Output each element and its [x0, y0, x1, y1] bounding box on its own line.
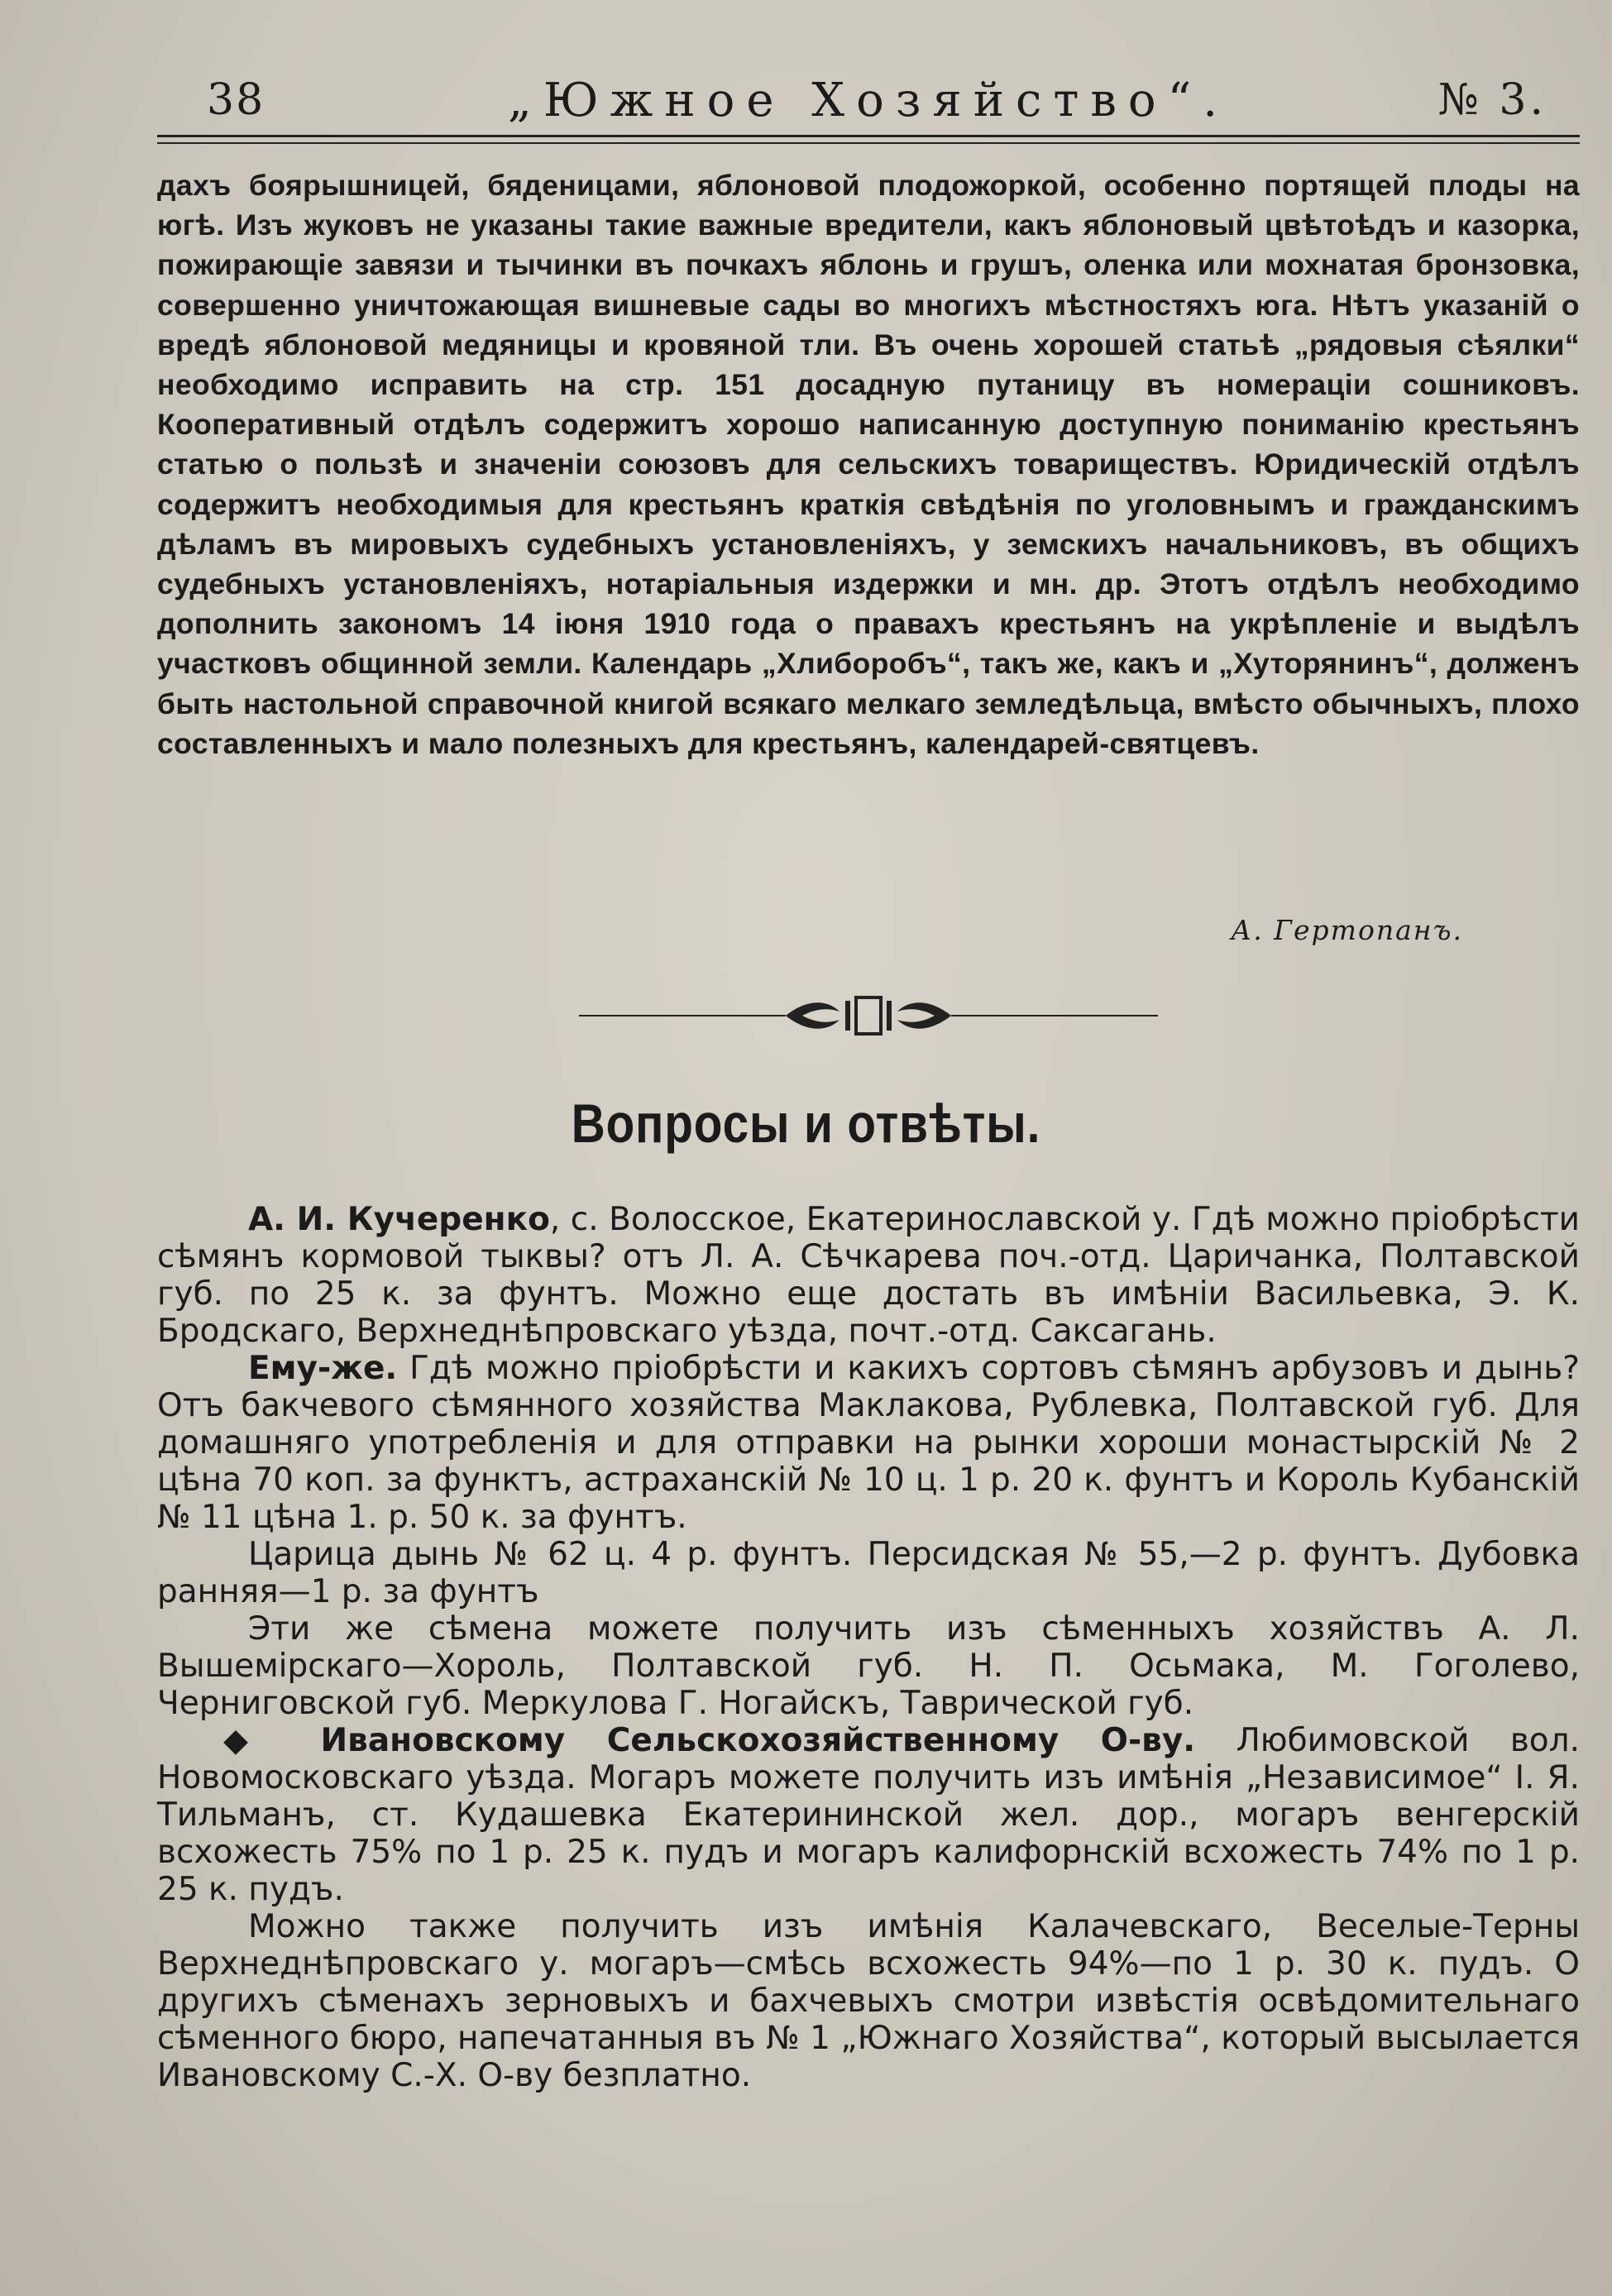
section-title: Вопросы и отвѣты. [571, 1093, 1041, 1154]
qa-text: Эти же сѣмена можете получить изъ сѣменныхъ хозяйствъ А. Л. Вышемірскаго—Хороль, Полтавской губ. Н. П. Осьмака, М. Гоголево, Черниговской губ. Меркулова Г. Ногайскъ, Таврической губ. [157, 1610, 1580, 1722]
qa-lead: А. И. Кучеренко [248, 1201, 550, 1238]
page-header [157, 70, 1580, 136]
qa-item [157, 1536, 1580, 1610]
qa-text: Можно также получить изъ имѣнія Калачевскаго, Веселые-Терны Верхнеднѣпровскаго у. могаръ—смѣсь всхожесть 94%—по 1 р. 30 к. пудъ. О другихъ сѣменахъ зерновыхъ и бахчевыхъ смотри извѣстія освѣдомительнаго сѣменного бюро, напечатанныя въ № 1 „Южнаго Хозяйства“, который высылается Ивановскому С.-Х. О-ву безплатно. [157, 1908, 1580, 2094]
qa-section [157, 1201, 1580, 2094]
review-signature: А. Гертопанъ. [1231, 914, 1463, 946]
review-text [157, 165, 1580, 763]
qa-text: Царица дынь № 62 ц. 4 р. фунтъ. Персидская № 55,—2 р. фунтъ. Дубовка ранняя—1 р. за фунтъ [157, 1536, 1580, 1610]
qa-item [157, 1610, 1580, 1722]
qa-item [157, 1350, 1580, 1536]
qa-text: Гдѣ можно пріобрѣсти и какихъ сортовъ сѣмянъ арбузовъ и дынь? Отъ бакчевого сѣмянного хозяйства Маклакова, Рублевка, Полтавской губ. Для домашняго употребленія и для отправки на рынки хороши монастырскій № 2 цѣна 70 коп. за функтъ, астраханскій № 10 ц. 1 р. 20 к. фунтъ и Король Кубанскій № 11 цѣна 1. р. 50 к. за фунтъ. [157, 1350, 1580, 1536]
qa-lead: ◆ Ивановскому Сельскохозяйственному О-ву. [223, 1722, 1196, 1759]
decorative-divider-icon [579, 991, 1158, 1040]
page-number: 38 [207, 75, 265, 125]
journal-title: „Южное Хозяйство“. [507, 74, 1230, 127]
issue-number: № 3. [1437, 75, 1547, 125]
qa-text: Любимовской вол. Новомосковскаго уѣзда. Могаръ можете получить изъ имѣнія „Независимое“ I. Я. Тильманъ, ст. Кудашевка Екатерининской жел. дор., могаръ венгерскій всхожесть 75% по 1 р. 25 к. пудъ и могаръ калифорнскій всхожесть 74% по 1 р. 25 к. пудъ. [157, 1722, 1580, 1908]
qa-item [157, 1908, 1580, 2094]
header-rule-bottom [157, 142, 1580, 144]
qa-item [157, 1722, 1580, 1908]
header-rule-top [157, 135, 1580, 137]
qa-lead: Ему-же. [248, 1350, 398, 1387]
review-paragraph: дахъ боярышницей, бяденицами, яблоновой плодожоркой, особенно портящей плоды на югѣ. Изъ жуковъ не указаны такие важные вредители, какъ яблоновый цвѣтоѣдъ и казорка, пожирающіе завязи и тычинки въ почкахъ яблонь и грушъ, оленка или мохнатая бронзовка, совершенно уничтожающая вишневые сады во многихъ мѣстностяхъ юга. Нѣтъ указаній о вредѣ яблоновой медяницы и кровяной тли. Въ очень хорошей статьѣ „рядовыя сѣялки“ необходимо исправить на стр. 151 досадную путаницу въ номераціи сошниковъ. Кооперативный отдѣлъ содержитъ хорошо написанную доступную пониманію крестьянъ статью о пользѣ и значеніи союзовъ для сельскихъ товариществъ. Юридическій отдѣлъ содержитъ необходимыя для крестьянъ краткія свѣдѣнія по уголовнымъ и гражданскимъ дѣламъ въ мировыхъ судебныхъ установленіяхъ, у земскихъ начальниковъ, въ общихъ судебныхъ установленіяхъ, нотаріальныя издержки и мн. др. Этотъ отдѣлъ необходимо дополнить закономъ 14 іюня 1910 года о правахъ крестьянъ на укрѣпленіе и выдѣлъ участковъ общинной земли. Календарь „Хлиборобъ“, такъ же, какъ и „Хуторянинъ“, долженъ быть настольной справочной книгой всякаго мелкаго земледѣльца, вмѣсто обычныхъ, плохо составленныхъ и мало полезныхъ для крестьянъ, календарей-святцевъ. [157, 169, 1580, 760]
qa-text: , с. Волосское, Екатеринославской у. Гдѣ можно пріобрѣсти сѣмянъ кормовой тыквы? отъ Л. А. Сѣчкарева поч.-отд. Царичанка, Полтавской губ. по 25 к. за фунтъ. Можно еще достать въ имѣніи Васильевка, Э. К. Бродскаго, Верхнеднѣпровскаго уѣзда, почт.-отд. Саксагань. [157, 1201, 1581, 1350]
qa-item [157, 1201, 1580, 1350]
